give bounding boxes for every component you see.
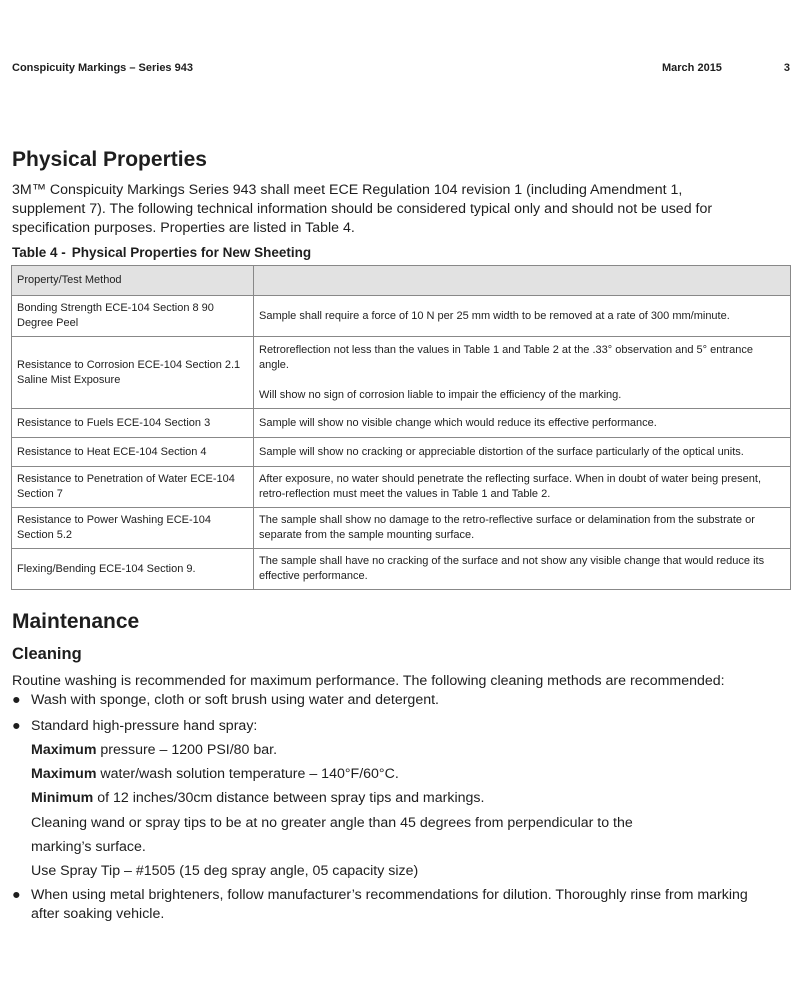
result-text: Will show no sign of corrosion liable to impair the efficiency of the marking. [259, 388, 622, 401]
table-cell-result [254, 549, 791, 590]
bullet-icon: ● [12, 692, 21, 708]
table-header-row [12, 266, 791, 296]
table-cell-property: Resistance to Heat ECE-104 Section 4 [12, 438, 254, 467]
maintenance-heading: Maintenance [12, 610, 140, 633]
table-row [12, 508, 791, 549]
table-cell-property: Resistance to Power Washing ECE-104 Section 5.2 [12, 508, 254, 549]
document-title: Conspicuity Markings – Series 943 [12, 62, 193, 74]
table-row [12, 337, 791, 409]
table-cell-result [254, 467, 791, 508]
spray-text: pressure – 1200 PSI/80 bar. [96, 742, 278, 758]
bullet-icon: ● [12, 718, 21, 734]
result-text: Sample will show no cracking or appreciable distortion of the surface particularly of the optical units. [259, 445, 744, 458]
physical-properties-table [11, 265, 791, 590]
cleaning-intro: Routine washing is recommended for maximum performance. The following cleaning methods are recommended: [12, 673, 725, 689]
spray-text: water/wash solution temperature – 140°F/60°C. [96, 766, 399, 782]
table-caption [12, 245, 311, 260]
table-cell-result [254, 438, 791, 467]
table-caption-title: Physical Properties for New Sheeting [71, 245, 312, 260]
result-text: Sample shall require a force of 10 N per 25 mm width to be removed at a rate of 300 mm/minute. [259, 309, 730, 322]
table-row [12, 409, 791, 438]
spray-text: of 12 inches/30cm distance between spray tips and markings. [93, 790, 485, 806]
table-row [12, 467, 791, 508]
result-text: Retroreflection not less than the values in Table 1 and Table 2 at the .33° observation and 5° entrance angle. [259, 343, 753, 371]
table-header-property: Property/Test Method [12, 266, 254, 296]
table-header-result [254, 266, 791, 296]
document-date: March 2015 [662, 62, 722, 74]
table-cell-property: Resistance to Penetration of Water ECE-104 Section 7 [12, 467, 254, 508]
table-cell-result [254, 508, 791, 549]
emphasis-text: Maximum [31, 766, 97, 782]
list-item-text: Wash with sponge, cloth or soft brush using water and detergent. [31, 692, 439, 708]
spray-max-pressure [31, 741, 731, 760]
spray-wand-angle-line1: Cleaning wand or spray tips to be at no greater angle than 45 degrees from perpendicular to the [31, 815, 633, 831]
table-cell-property: Flexing/Bending ECE-104 Section 9. [12, 549, 254, 590]
result-text: Sample will show no visible change which would reduce its effective performance. [259, 416, 657, 429]
table-row [12, 438, 791, 467]
physical-properties-heading: Physical Properties [12, 148, 207, 171]
spray-wand-angle-line2: marking’s surface. [31, 839, 146, 855]
table-row [12, 549, 791, 590]
result-text: The sample shall have no cracking of the surface and not show any visible change that would reduce its effective performance. [259, 555, 765, 582]
result-text: After exposure, no water should penetrate the reflecting surface. When in doubt of water being present, retro-reflection must meet the values in Table 1 and Table 2. [259, 473, 762, 500]
table-cell-result [254, 409, 791, 438]
page-number: 3 [783, 62, 790, 74]
list-item-text: When using metal brighteners, follow manufacturer’s recommendations for dilution. Thoroughly rinse from marking after soaking vehicle. [31, 887, 748, 922]
table-cell-result [254, 337, 791, 409]
emphasis-text: Maximum [31, 742, 97, 758]
spray-min-distance [31, 789, 731, 808]
result-text: The sample shall show no damage to the retro-reflective surface or delamination from the substrate or separate from the sample mounting surface. [259, 514, 755, 541]
emphasis-text: Minimum [31, 790, 94, 806]
spray-tip: Use Spray Tip – #1505 (15 deg spray angle, 05 capacity size) [31, 863, 419, 879]
page-header [12, 62, 790, 78]
table-cell-property: Bonding Strength ECE-104 Section 8 90 Degree Peel [12, 296, 254, 337]
table-cell-result [254, 296, 791, 337]
table-cell-property: Resistance to Corrosion ECE-104 Section 2.1 Saline Mist Exposure [12, 337, 254, 409]
bullet-icon: ● [12, 887, 21, 903]
spray-max-temperature [31, 765, 731, 784]
cleaning-subheading: Cleaning [12, 645, 82, 663]
table-cell-property: Resistance to Fuels ECE-104 Section 3 [12, 409, 254, 438]
physical-properties-intro: 3M™ Conspicuity Markings Series 943 shall meet ECE Regulation 104 revision 1 (including Amendment 1, supplement 7). The following technical information should be considered typical only and should not be used for specification purposes. Properties are listed in Table 4. [12, 182, 713, 236]
list-item-text: Standard high-pressure hand spray: [31, 718, 258, 734]
table-caption-number: Table 4 - [12, 245, 66, 260]
table-row [12, 296, 791, 337]
